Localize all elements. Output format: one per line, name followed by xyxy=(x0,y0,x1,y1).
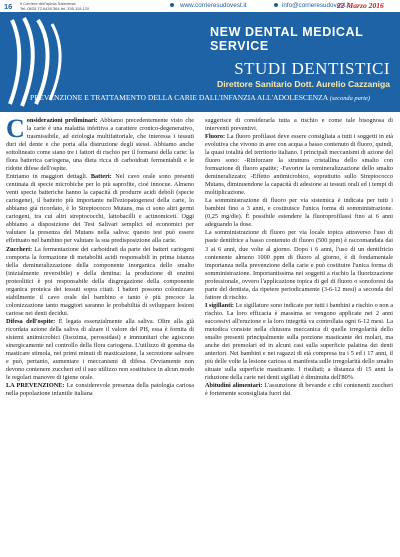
website-link[interactable]: www.corrieresudovest.it xyxy=(180,2,247,9)
paragraph: LA PREVENZIONE: Le considerevole presenza della patologia cariosa nella popolazione infantile italiana xyxy=(6,382,194,398)
paragraph: I sigillanti: Le sigillature sono indicate per tutti i bambini a rischio o non a rischio. La loro efficacia è massima se vengono applicate nei 2 anni successivi all'eruzione e la loro integrità va controllata ogni 6-12 mesi. La metodica consiste nella chiusura meccanica di quelle irregolarità dello smalto presenti principalmente sulla porzione masticante dei molari, ma anche dei premolari ed in alcuni casi sulla superficie palatina dei denti anteriori. Nei bambini e nei ragazzi di età compresa tra i 5 ed i 17 anni, il più delle volte la lesione cariosa si manifesta sulle irregolarità dello smalto situate sulla superficie masticante. I risultati; a distanza di 15 anni la riduzione della carie nei denti sigillati è diminuita dell'80%. xyxy=(205,301,393,381)
article-column-right xyxy=(205,117,393,553)
page-number: 16 xyxy=(4,2,13,11)
paragraph: Entriamo in maggiori dettagli. Batteri: Nel cavo orale sono presenti centinaia di specie microbiche per lo più saprofite, cioè innocue. Almeno venti specie batteriche hanno la capacità di produrre acidi deboli (specie cariogene), il batterio più importante nell'eziopatogenesi della carie, lo abbiamo già ricordato, è lo Streptococco Mutans, ma ci sono altri germi cariogeni, tra cui altri streptococchi, lattobacilli e actinomiceti. Oggi abbiamo a disposizione dei Test Salivari semplici ed economici per valutare la presenza del Mutans nella saliva: questo test può essere effettuato nel bambino per valutare la sua predisposizione alla carie. xyxy=(6,173,194,245)
article-subtitle xyxy=(0,93,400,102)
bullet-icon xyxy=(274,3,278,7)
article-column-left xyxy=(6,117,194,553)
paragraph: Difesa dell'ospite: È legata essenzialmente alla saliva. Oltre alla già ricordata azione della saliva di alzare il valore del PH, essa è fornita di sistemi antimicrobici (lisozima, perossidasi) e immunitari che agiscono sinergicamente nel controllo della flora cariogena. L'utilizzo di gomma da masticare stimola, nei primi minuti di masticazione, la secrezione salivare e può, pertanto, aumentare i meccanismi di difesa. Ovviamente non devono contenere zuccheri ed il suo utilizzo non sostituisce in alcun modo le regolari manovre di igiene orale. xyxy=(6,317,194,381)
paragraph: La somministrazione di fluoro per via locale topica attraverso l'uso di paste dentifrice a basso contenuto di fluoro (500 ppm) è raccomandata dai 3 ai 6 anni, due volte al giorno. Dopo i 6 anni, l'uso di un dentifricio contenente almeno 1000 ppm di fluoro al giorno, è di fondamentale importanza nella prevenzione della carie e può costituire l'unica forma di somministrazione. Importantissima nei soggetti a rischio la fluorizzazione professionale, ovvero l'applicazione topica di gel di fluoro o sonoforesi da parte del dentista, da ripetere periodicamente (3-6-12 mesi) a seconda del fattore di rischio. xyxy=(205,229,393,301)
publication-line-2: Tel. 0825.72.6439.364 tel. 335.115.120 xyxy=(20,6,90,11)
drop-cap: C xyxy=(6,117,25,143)
paragraph: La somministrazione di fluoro per via sistemica è indicata per tutti i bambini fino a 3 anni, e costituisce l'unica forma di somministrazione. (0,25 mg/die). È possibile estendere la fluoroprofilassi fino ai 6 anni adeguando la dose. xyxy=(205,197,393,229)
service-title: NEW DENTAL MEDICAL SERVICE xyxy=(210,25,364,53)
masthead-bar xyxy=(0,0,400,12)
bullet-icon xyxy=(170,3,174,7)
paragraph: onsiderazioni preliminari: Abbiamo precedentemente visto che la carie è una malattia infettiva a carattere cronico-degenerativo, trasmissibile, ad eziologia multifattoriale, che interessa i tessuti duri del dente e che porta alla distruzione degli stessi. Abbiamo anche sottolineato come siano tre i fattori di rischio per il formarsi della carie: la flora batterica cariogena, una dieta ricca di carboidrati fermentabili e le ridotte difese dell'ospite. xyxy=(6,117,194,173)
subtitle-text: PREVENZIONE E TRATTAMENTO DELLA CARIE DALL'INFANZIA ALL'ADOLESCENZA xyxy=(29,93,328,102)
subtitle-part: (seconda parte) xyxy=(329,95,371,102)
paragraph: suggerisce di considerarla tutta a rischio e come tale bisognosa di interventi preventivi. xyxy=(205,117,393,133)
paragraph: Fluoro: La fluoro profilassi deve essere consigliata a tutti i soggetti in età evolutiva che vivono in aree con acqua a basso contenuto di fluoro, quindi, la quasi totalità del territorio italiano. I principali meccanismi di azione del fluoro sono: -Rinforzare la struttura cristallina dello smalto con formazione di fluoro apatite; -Favorire la remineralizzazione dello smalto demineralizzato; -Effetto antimicrobico, soprattutto sullo Streptococco Mutans, diminuendone la capacità di adesione ai tessuti orali ed i tempi di moltiplicazione. xyxy=(205,133,393,197)
issue-date: 22 Marzo 2016 xyxy=(337,1,384,10)
director-credit: Direttore Sanitario Dott. Aurelio Cazzaniga xyxy=(216,79,390,89)
email-link[interactable]: info@corrieresudovest.it xyxy=(282,2,350,9)
section-title: STUDI DENTISTICI xyxy=(234,59,390,78)
publication-line-1: Il Corriere dell'Irpinia Salernese xyxy=(20,1,76,6)
paragraph: Zuccheri: La fermentazione dei carboidrati da parte dei batteri cariogeni comporta la formazione di metaboliti acidi responsabili in prima istanza della demineralizzazione della componente inorganica dello smalto (inizialmente reversibile) e della dentina; la produzione di enzimi proteolitici è poi responsabile della disgregazione della componente organica proteica dei tessuti sopra citati. I batteri possono colonizzare stabilmente il cavo orale del bambino e tanto è più precoce la colonizzazione tanto maggiori saranno le probabilità di sviluppare lesioni cariose nei denti decidui. xyxy=(6,245,194,317)
paragraph: Abitudini alimentari: L'assunzione di bevande e cibi contenenti zuccheri è fortemente sconsigliata fuori dai xyxy=(205,382,393,398)
publication-info xyxy=(20,1,89,11)
